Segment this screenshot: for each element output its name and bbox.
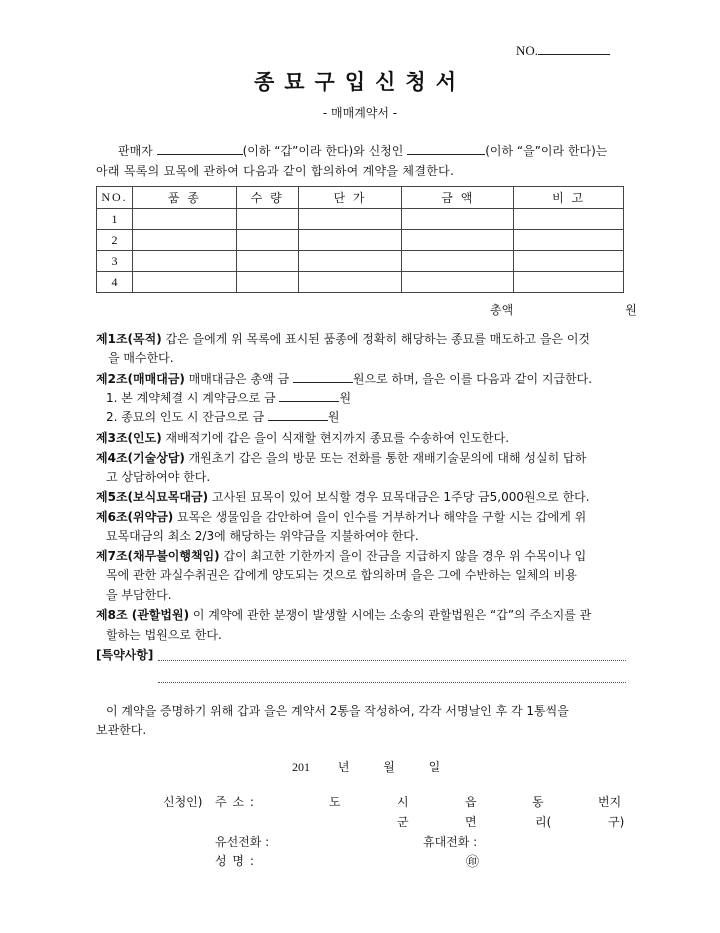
contract-page: NO. 종묘구입신청서 - 매매계약서 - 판매자 (이하 “갑”이라 한다)와 신청인 (이하 “을”이라 한다)는 아래 목록의 묘목에 관하여 다음과 같이 합의하여 계약을 체결한다. NO. 품 종 수 량 단 가 금 액 비 고 1 2 3 4 총액 원 제1조(목적) 갑은 을에게 위 목록에 표시된 품종에 정확히 해당하는 종묘를 매도하고 을은 이것 을 매수한다. 제2조(매매대금) 매매대금은 총액 금 원으로 하며, 을은 이를 다음과 같이 지급한다. 1. 본 계약체결 시 계약금으로 금 원 2. 종묘의 인도 시 잔금으로 금 원 제3조(인도) 재배적기에 갑은 을이 식재할 현지까지 종묘를 수송하여 인도한다. 제4조(기술상담) 개원초기 갑은 을의 방문 또는 전화를 통한 재배기술문의에 대해 성실히 답하 고 상담하여야 한다. 제5조(보식묘목대금) 고사된 묘목이 있어 보식할 경우 묘목대금은 1주당 금5,000원으로 한다. 제6조(위약금) 묘목은 생물임을 감안하여 을이 인수를 거부하거나 해약을 구할 시는 갑에게 위 묘목대금의 최소 2/3에 해당하는 위약금을 지불하여야 한다. 제7조(채무불이행책임) 갑이 최고한 기한까지 을이 잔금을 지급하지 않을 경우 위 수목이나 입 목에 관한 과실수취권은 갑에게 양도되는 것으로 합의하며 을은 그에 수반하는 일체의 비용 을 부담한다. 제8조 (관할법원) 이 계약에 관한 분쟁이 발생할 시에는 소송의 관할법원은 “갑”의 주소지를 관 할하는 법원으로 한다. [특약사항] 이 계약을 증명하기 위해 갑과 을은 계약서 2통을 작성하여, 각각 서명날인 후 각 1통씩을 보관한다. 201 년 월 일 신청인) 주 소 : 도 시 읍 동 번지 군 면 리( 구) 유선전화 : 휴대전화 : 성 명 : ㊞ [0, 0, 720, 933]
clause-2-item-2: 2. 종묘의 인도 시 잔금으로 금 원 [106, 410, 340, 424]
document-number: NO. [516, 42, 610, 59]
table-row: 2 [97, 230, 624, 251]
total-price-blank [293, 370, 353, 383]
col-header-unit-price: 단 가 [298, 187, 402, 209]
clause-1-cont: 을 매수한다. [108, 351, 174, 365]
clause-2-item-1: 1. 본 계약체결 시 계약금으로 금 원 [106, 391, 352, 405]
deposit-blank [279, 389, 339, 402]
clause-5: 제5조(보식묘목대금) 고사된 묘목이 있어 보식할 경우 묘목대금은 1주당 금5,000원으로 한다. [96, 490, 590, 504]
table-row: 3 [97, 251, 624, 272]
mobile-label: 휴대전화 : [423, 835, 478, 849]
col-header-variety: 품 종 [132, 187, 236, 209]
clause-7: 제7조(채무불이행책임) 갑이 최고한 기한까지 을이 잔금을 지급하지 않을 경우 위 수목이나 입 [96, 549, 587, 563]
clause-4-cont: 고 상담하여야 한다. [106, 470, 211, 484]
balance-blank [268, 408, 328, 421]
intro-line-1: 판매자 (이하 “갑”이라 한다)와 신청인 (이하 “을”이라 한다)는 [118, 144, 608, 158]
closing-line-2: 보관한다. [96, 723, 147, 737]
special-terms-line-1[interactable] [158, 660, 626, 661]
closing-line-1: 이 계약을 증명하기 위해 갑과 을은 계약서 2통을 작성하여, 각각 서명날인 후 각 1통씩을 [106, 704, 569, 718]
clause-2: 제2조(매매대금) 매매대금은 총액 금 원으로 하며, 을은 이를 다음과 같이 지급한다. [96, 372, 593, 386]
applicant-label: 신청인) [163, 795, 203, 809]
col-header-remarks: 비 고 [514, 187, 624, 209]
col-header-no: NO. [97, 187, 133, 209]
address-label: 주 소 : [215, 795, 255, 809]
clause-1: 제1조(목적) 갑은 을에게 위 목록에 표시된 품종에 정확히 해당하는 종묘를 매도하고 을은 이것 [96, 332, 590, 346]
col-header-quantity: 수 량 [236, 187, 298, 209]
page-title: 종묘구입신청서 [253, 70, 466, 94]
seller-blank [157, 142, 243, 155]
table-header-row [97, 187, 624, 209]
special-terms-line-2[interactable] [158, 682, 626, 683]
clause-4: 제4조(기술상담) 개원초기 갑은 을의 방문 또는 전화를 통한 재배기술문의에 대해 성실히 답하 [96, 451, 587, 465]
table-row: 1 [97, 209, 624, 230]
landline-label: 유선전화 : [215, 835, 270, 849]
buyer-blank [407, 142, 485, 155]
contract-date: 201 년 월 일 [292, 760, 441, 774]
clause-8: 제8조 (관할법원) 이 계약에 관한 분쟁이 발생할 시에는 소송의 관할법원은 “갑”의 주소지를 관 [96, 608, 592, 622]
clause-6-cont: 묘목대금의 최소 2/3에 해당하는 위약금을 지불하여야 한다. [106, 529, 419, 543]
special-terms-label: [특약사항] [96, 648, 154, 662]
clause-8-cont: 할하는 법원으로 한다. [106, 628, 222, 642]
clause-7-cont: 목에 관한 과실수취권은 갑에게 양도되는 것으로 합의하며 을은 그에 수반하는 일체의 비용 [106, 568, 577, 582]
item-table [96, 186, 624, 293]
seal-icon: ㊞ [466, 855, 480, 870]
page-subtitle: - 매매계약서 - [322, 106, 398, 120]
clause-6: 제6조(위약금) 묘목은 생물임을 감안하여 을이 인수를 거부하거나 해약을 구할 시는 갑에게 위 [96, 510, 587, 524]
col-header-amount: 금 액 [402, 187, 514, 209]
name-label: 성 명 : [215, 854, 255, 868]
total-amount: 총액 원 [490, 303, 637, 317]
clause-3: 제3조(인도) 재배적기에 갑은 을이 식재할 현지까지 종묘를 수송하여 인도한다. [96, 431, 510, 445]
clause-7-cont-2: 을 부담한다. [106, 588, 172, 602]
intro-line-2: 아래 목록의 묘목에 관하여 다음과 같이 합의하여 계약을 체결한다. [96, 164, 455, 178]
document-number-blank [538, 42, 610, 55]
table-row: 4 [97, 272, 624, 293]
